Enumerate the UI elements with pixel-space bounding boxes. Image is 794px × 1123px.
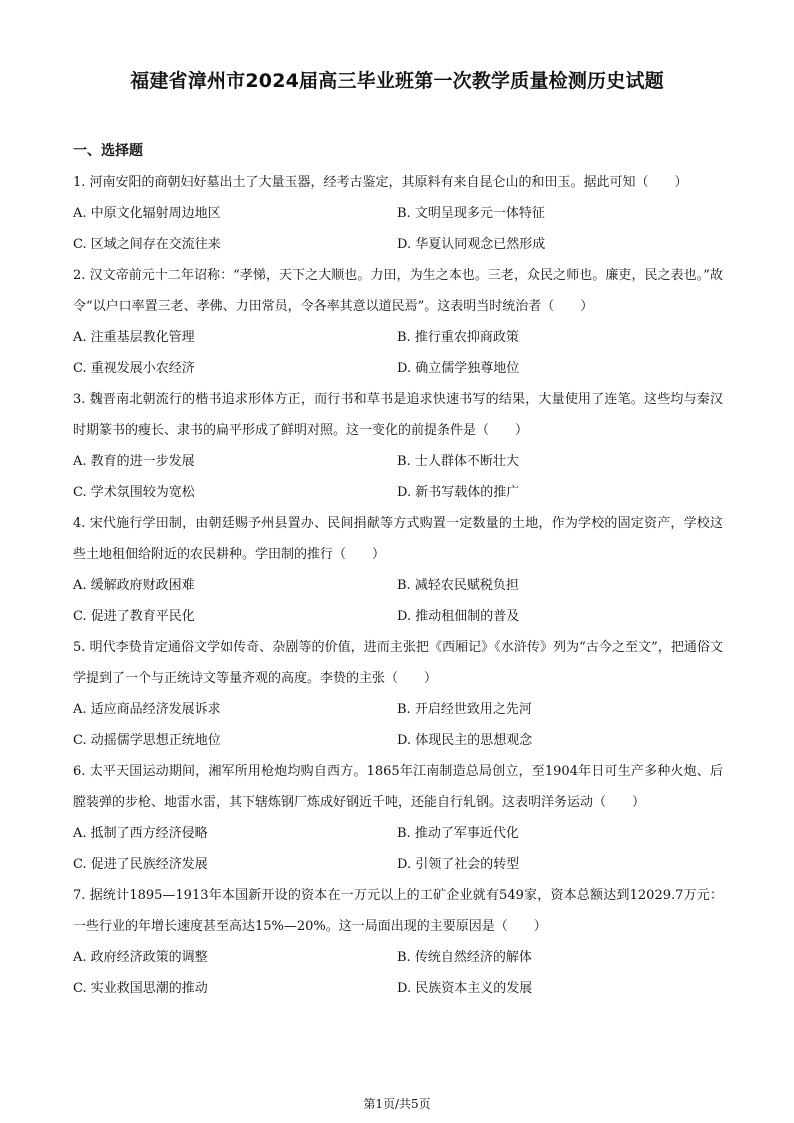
option-d: D. 新书写载体的推广 (397, 485, 520, 500)
option-a: A. 教育的进一步发展 (73, 454, 195, 469)
question-stem: 4. 宋代施行学田制，由朝廷赐予州县置办、民间捐献等方式购置一定数量的土地，作为学校的固定资产，学校这些土地租佃给附近的农民耕种。学田制的推行（ ） (73, 516, 723, 562)
option-list (73, 942, 723, 1004)
section-heading: 一、选择题 (73, 143, 143, 159)
option-c: C. 动摇儒学思想正统地位 (73, 733, 221, 748)
question-list (73, 167, 723, 1004)
question-1 (73, 167, 723, 260)
question-stem: 7. 据统计1895—1913年本国新开设的资本在一万元以上的工矿企业就有549家，资本总额达到12029.7万元：一些行业的年增长速度甚至高达15%—20%。这一局面出现的主要原因是（ ） (73, 888, 723, 934)
question-stem: 6. 太平天国运动期间，湘军所用枪炮均购自西方。1865年江南制造总局创立，至1904年日可生产多种火炮、后膛装弹的步枪、地雷水雷，其下辖炼钢厂炼成好钢近千吨，还能自行轧钢。这表明洋务运动（ ） (73, 764, 723, 810)
option-a: A. 政府经济政策的调整 (73, 950, 208, 965)
option-a: A. 适应商品经济发展诉求 (73, 702, 221, 717)
option-list (73, 818, 723, 880)
question-6 (73, 756, 723, 880)
option-c: C. 重视发展小农经济 (73, 361, 195, 376)
option-list (73, 446, 723, 508)
option-b: B. 减轻农民赋税负担 (397, 578, 519, 593)
option-c: C. 实业救国思潮的推动 (73, 981, 208, 996)
option-a: A. 缓解政府财政困难 (73, 578, 195, 593)
option-b: B. 士人群体不断壮大 (397, 454, 519, 469)
option-d: D. 引领了社会的转型 (397, 857, 520, 872)
option-d: D. 体现民主的思想观念 (397, 733, 533, 748)
option-d: D. 推动租佃制的普及 (397, 609, 520, 624)
question-stem: 3. 魏晋南北朝流行的楷书追求形体方正，而行书和草书是追求快速书写的结果，大量使用了连笔。这些均与秦汉时期篆书的瘦长、隶书的扁平形成了鲜明对照。这一变化的前提条件是（ ） (73, 392, 723, 438)
option-a: A. 中原文化辐射周边地区 (73, 206, 221, 221)
option-d: D. 华夏认同观念已然形成 (397, 237, 546, 252)
question-3 (73, 384, 723, 508)
question-stem: 5. 明代李贽肯定通俗文学如传奇、杂剧等的价值，进而主张把《西厢记》《水浒传》列为“古今之至文”，把通俗文学提到了一个与正统诗文等量齐观的高度。李贽的主张（ ） (73, 640, 723, 686)
option-list (73, 322, 723, 384)
option-c: C. 促进了教育平民化 (73, 609, 195, 624)
option-b: B. 文明呈现多元一体特征 (397, 206, 545, 221)
option-b: B. 推行重农抑商政策 (397, 330, 519, 345)
option-a: A. 抵制了西方经济侵略 (73, 826, 208, 841)
question-7 (73, 880, 723, 1004)
question-4 (73, 508, 723, 632)
option-a: A. 注重基层教化管理 (73, 330, 195, 345)
option-b: B. 推动了军事近代化 (397, 826, 519, 841)
option-c: C. 促进了民族经济发展 (73, 857, 208, 872)
option-d: D. 确立儒学独尊地位 (397, 361, 520, 376)
option-c: C. 学术氛围较为宽松 (73, 485, 195, 500)
page-footer: 第1页/共5页 (363, 1097, 431, 1111)
option-d: D. 民族资本主义的发展 (397, 981, 533, 996)
page-title: 福建省漳州市2024届高三毕业班第一次教学质量检测历史试题 (130, 70, 664, 92)
option-b: B. 传统自然经济的解体 (397, 950, 532, 965)
question-stem: 1. 河南安阳的商朝妇好墓出土了大量玉器，经考古鉴定，其原料有来自昆仑山的和田玉。据此可知（ ） (73, 175, 688, 190)
option-list (73, 570, 723, 632)
question-stem: 2. 汉文帝前元十二年诏称：“孝悌，天下之大顺也。力田，为生之本也。三老，众民之师也。廉吏，民之表也。”故令“以户口率置三老、孝佛、力田常员，令各率其意以道民焉”。这表明当时统治者（ ） (73, 268, 723, 314)
option-c: C. 区域之间存在交流往来 (73, 237, 221, 252)
option-list (73, 694, 723, 756)
question-2 (73, 260, 723, 384)
option-list (73, 198, 723, 260)
question-5 (73, 632, 723, 756)
option-b: B. 开启经世致用之先河 (397, 702, 532, 717)
